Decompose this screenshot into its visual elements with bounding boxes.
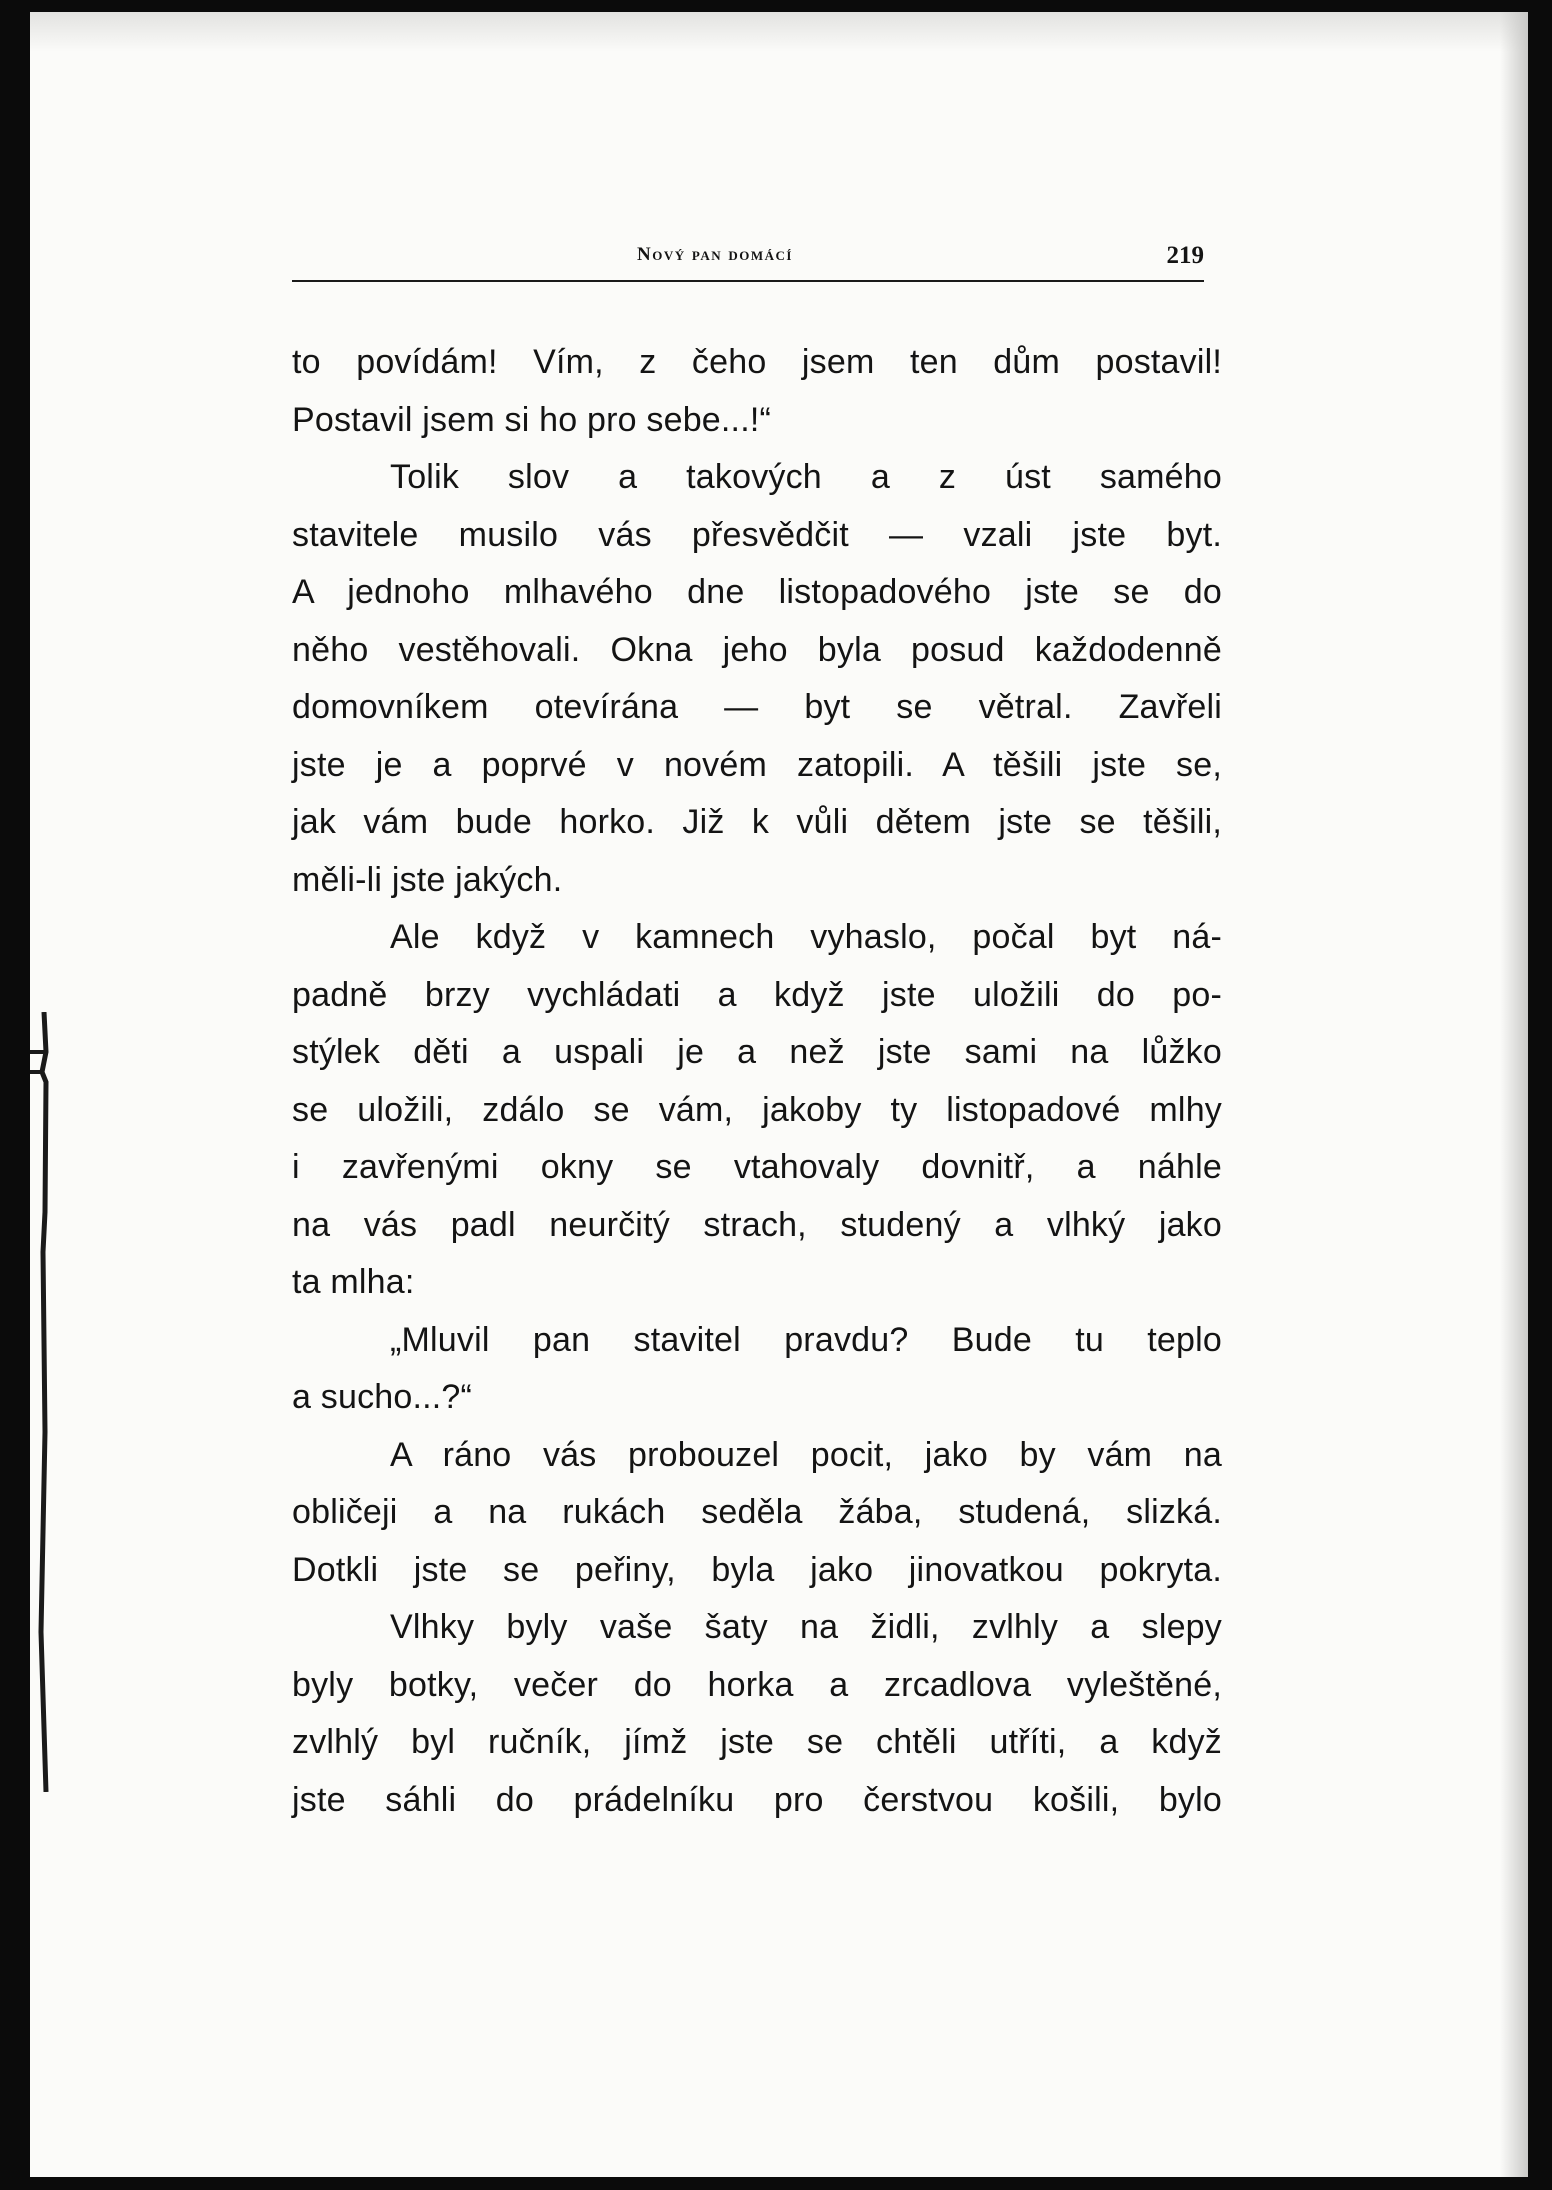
text-line: něho vestěhovali. Okna jeho byla posud každodenně <box>292 630 1222 669</box>
text-line: padně brzy vychládati a když jste uložili do po- <box>292 975 1222 1014</box>
scan-shadow-top <box>30 12 1528 52</box>
text-line: Postavil jsem si ho pro sebe...!“ <box>292 400 772 439</box>
text-line: domovníkem otevírána — byt se větral. Zavřeli <box>292 688 1222 726</box>
text-line: to povídám! Vím, z čeho jsem ten dům postavil! <box>292 343 1222 381</box>
text-line: Tolik slov a takových a z úst samého <box>390 458 1222 496</box>
binding-edge-mark <box>30 1012 50 1792</box>
page-number: 219 <box>1166 242 1204 269</box>
text-line: byly botky, večer do horka a zrcadlova vyleštěné, <box>292 1665 1222 1704</box>
text-line: a sucho...?“ <box>292 1378 473 1416</box>
text-line: Dotkli jste se peřiny, byla jako jinovatkou pokryta. <box>292 1550 1222 1589</box>
text-line: stýlek děti a uspali je a než jste sami na lůžko <box>292 1033 1222 1071</box>
body-text <box>292 334 1222 1829</box>
text-line: A jednoho mlhavého dne listopadového jste se do <box>292 573 1222 611</box>
running-header <box>292 238 1204 282</box>
text-line: na vás padl neurčitý strach, studený a vlhký jako <box>292 1205 1222 1244</box>
text-line: „Mluvil pan stavitel pravdu? Bude tu teplo <box>390 1320 1222 1359</box>
text-line: obličeji a na rukách seděla žába, studená, slizká. <box>292 1493 1222 1531</box>
text-line: Vlhky byly vaše šaty na židli, zvlhly a slepy <box>390 1608 1222 1646</box>
text-line: měli-li jste jakých. <box>292 860 563 899</box>
text-line: jste sáhli do prádelníku pro čerstvou košili, bylo <box>292 1780 1222 1819</box>
text-line: zvlhlý byl ručník, jímž jste se chtěli utříti, a když <box>292 1723 1222 1761</box>
text-line: jak vám bude horko. Již k vůli dětem jste se těšili, <box>292 803 1222 841</box>
text-line: jste je a poprvé v novém zatopili. A těšili jste se, <box>292 745 1222 784</box>
text-line: A ráno vás probouzel pocit, jako by vám na <box>390 1435 1222 1474</box>
scan-shadow-right <box>1500 12 1528 2177</box>
text-line: i zavřenými okny se vtahovaly dovnitř, a náhle <box>292 1148 1222 1186</box>
text-line: stavitele musilo vás přesvědčit — vzali jste byt. <box>292 515 1222 554</box>
text-line: Ale když v kamnech vyhaslo, počal byt ná- <box>390 918 1222 956</box>
text-line: se uložili, zdálo se vám, jakoby ty listopadové mlhy <box>292 1090 1222 1129</box>
running-title: Nový pan domácí <box>637 244 793 265</box>
book-page <box>30 12 1528 2177</box>
text-line: ta mlha: <box>292 1263 415 1301</box>
